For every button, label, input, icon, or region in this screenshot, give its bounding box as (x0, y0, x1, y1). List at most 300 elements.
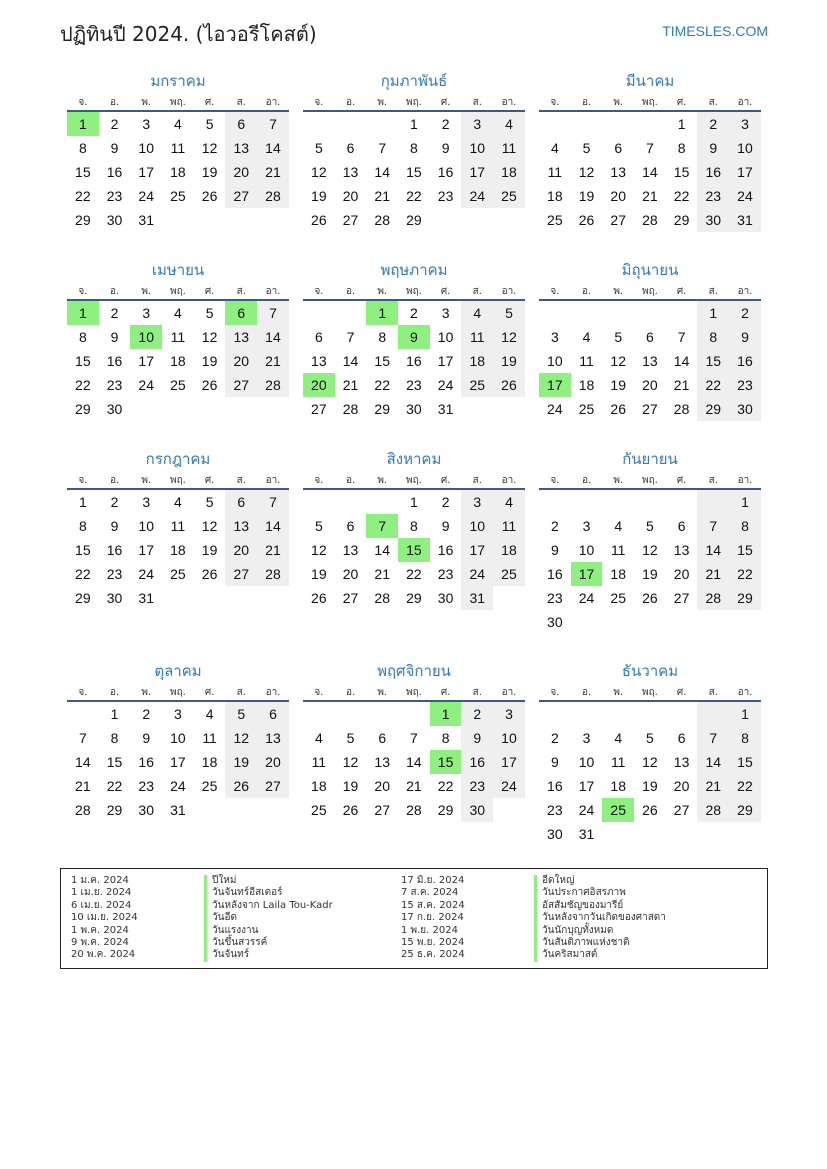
day-cell: 27 (610, 212, 626, 228)
weekday-label: พ. (613, 475, 624, 486)
day-cell: 8 (378, 329, 387, 345)
empty-cell (602, 702, 634, 726)
day-cell: 2 (461, 702, 493, 726)
day-grid (539, 112, 761, 232)
month-block (539, 68, 761, 232)
day-cell: 22 (406, 188, 422, 204)
day-cell: 6 (378, 730, 387, 746)
day-grid (67, 702, 289, 822)
day-cell: 20 (374, 778, 390, 794)
day-cell: 23 (406, 377, 422, 393)
day-cell: 21 (342, 377, 359, 393)
day-cell: 26 (201, 188, 218, 204)
day-cell: 21 (697, 774, 729, 798)
day-cell: 15 (673, 164, 690, 180)
weekday-label: ส. (708, 687, 718, 698)
empty-cell (634, 301, 666, 325)
day-cell: 5 (646, 518, 654, 534)
day-cell: 7 (646, 140, 654, 156)
day-cell: 28 (374, 212, 390, 228)
day-cell: 6 (314, 329, 323, 345)
weekday-label: อ. (109, 97, 120, 108)
month-name: มกราคม (150, 72, 206, 90)
day-cell: 25 (547, 212, 563, 228)
day-cell: 18 (201, 754, 218, 770)
weekday-label: จ. (78, 97, 88, 108)
empty-cell (303, 301, 335, 325)
day-cell: 24 (578, 802, 595, 818)
day-cell: 2 (410, 305, 418, 321)
empty-cell (162, 208, 194, 232)
legend-date: 17 ก.ย. 2024 (401, 912, 464, 924)
weekday-label: พ. (141, 687, 152, 698)
day-cell: 12 (642, 754, 658, 770)
day-cell: 10 (547, 353, 563, 369)
holiday-day-cell: 1 (67, 301, 99, 325)
day-cell: 22 (75, 188, 91, 204)
day-cell: 7 (346, 329, 355, 345)
weekday-label: ศ. (440, 475, 451, 486)
empty-cell (539, 112, 571, 136)
day-cell: 14 (697, 750, 729, 774)
day-cell: 4 (550, 140, 559, 156)
day-cell: 3 (441, 305, 450, 321)
day-cell: 29 (75, 212, 91, 228)
day-cell: 4 (493, 112, 525, 136)
day-grid (539, 301, 761, 421)
legend-date: 1 พ.ค. 2024 (71, 924, 129, 936)
day-cell: 4 (461, 301, 493, 325)
weekday-label: ศ. (204, 687, 215, 698)
day-cell: 11 (610, 542, 626, 558)
month-block (303, 257, 525, 421)
day-cell: 7 (677, 329, 686, 345)
day-cell: 13 (257, 726, 289, 750)
holiday-day-cell: 20 (303, 373, 335, 397)
day-cell: 21 (642, 188, 658, 204)
day-cell: 5 (493, 301, 525, 325)
legend-date: 1 เม.ย. 2024 (71, 887, 132, 899)
empty-cell (666, 490, 698, 514)
weekday-label: ส. (708, 475, 718, 486)
day-cell: 16 (406, 353, 422, 369)
month-block (303, 68, 525, 232)
day-cell: 23 (106, 188, 123, 204)
day-cell: 10 (138, 140, 154, 156)
day-cell: 12 (225, 726, 257, 750)
empty-cell (571, 112, 603, 136)
empty-cell (729, 822, 761, 846)
weekday-label: ศ. (676, 286, 687, 297)
empty-cell (634, 702, 666, 726)
day-cell: 17 (729, 160, 761, 184)
empty-cell (194, 798, 226, 822)
weekday-label: จ. (550, 286, 560, 297)
day-cell: 5 (582, 140, 591, 156)
weekday-label: พ. (141, 475, 152, 486)
day-cell: 24 (138, 377, 154, 393)
day-cell: 26 (311, 590, 327, 606)
day-cell: 22 (729, 774, 761, 798)
day-cell: 4 (174, 494, 182, 510)
day-cell: 1 (729, 702, 761, 726)
legend-holiday-name: อัสสัมชัญของมารีย์ (534, 900, 623, 912)
empty-cell (666, 702, 698, 726)
day-cell: 27 (225, 184, 257, 208)
day-cell: 27 (642, 401, 658, 417)
day-cell: 13 (225, 325, 257, 349)
day-cell: 17 (170, 754, 186, 770)
day-cell: 21 (673, 377, 690, 393)
weekday-label: จ. (550, 475, 560, 486)
day-cell: 21 (257, 538, 289, 562)
day-cell: 18 (578, 377, 595, 393)
day-cell: 18 (493, 160, 525, 184)
day-cell: 9 (550, 542, 559, 558)
legend-holiday-name: วันแรงงาน (204, 925, 258, 937)
day-cell: 12 (201, 140, 218, 156)
day-cell: 25 (493, 184, 525, 208)
day-cell: 27 (673, 802, 690, 818)
day-cell: 19 (642, 566, 658, 582)
day-cell: 7 (257, 112, 289, 136)
day-cell: 4 (582, 329, 591, 345)
month-block (539, 257, 761, 421)
day-cell: 23 (106, 566, 123, 582)
weekday-label: อา. (265, 475, 281, 486)
month-block (303, 658, 525, 822)
day-grid (303, 490, 525, 610)
legend-holiday-name: ปีใหม่ (204, 875, 236, 887)
day-cell: 12 (493, 325, 525, 349)
day-cell: 26 (311, 212, 327, 228)
day-cell: 30 (106, 590, 123, 606)
day-cell: 7 (378, 140, 387, 156)
day-cell: 28 (374, 590, 390, 606)
weekday-header (67, 94, 289, 112)
weekday-header (67, 472, 289, 490)
day-cell: 4 (314, 730, 323, 746)
day-cell: 11 (610, 754, 626, 770)
day-cell: 9 (441, 140, 450, 156)
day-cell: 5 (205, 494, 214, 510)
day-cell: 18 (170, 542, 186, 558)
weekday-label: อา. (265, 286, 281, 297)
weekday-label: อา. (737, 97, 753, 108)
day-cell: 11 (170, 140, 186, 156)
day-grid (539, 702, 761, 846)
day-cell: 23 (461, 774, 493, 798)
empty-cell (303, 490, 335, 514)
weekday-label: ส. (708, 286, 718, 297)
day-cell: 26 (225, 774, 257, 798)
day-cell: 3 (582, 518, 591, 534)
day-cell: 11 (170, 329, 186, 345)
day-cell: 20 (673, 778, 690, 794)
day-cell: 31 (578, 826, 595, 842)
day-cell: 24 (729, 184, 761, 208)
day-cell: 29 (437, 802, 454, 818)
day-cell: 15 (406, 164, 422, 180)
legend-holiday-name: อีดใหญ่ (534, 875, 575, 887)
day-cell: 6 (225, 112, 257, 136)
empty-cell (366, 490, 398, 514)
holiday-day-cell: 6 (225, 301, 257, 325)
day-cell: 19 (311, 566, 327, 582)
day-cell: 27 (374, 802, 390, 818)
weekday-header (539, 684, 761, 702)
day-cell: 8 (410, 140, 418, 156)
day-cell: 29 (406, 590, 422, 606)
empty-cell (666, 301, 698, 325)
day-cell: 5 (614, 329, 623, 345)
day-cell: 21 (75, 778, 91, 794)
day-cell: 27 (311, 401, 327, 417)
weekday-label: อา. (737, 286, 753, 297)
day-cell: 9 (110, 518, 119, 534)
day-cell: 23 (729, 373, 761, 397)
holiday-day-cell: 15 (398, 538, 430, 562)
day-cell: 19 (201, 542, 218, 558)
weekday-label: พฤ. (641, 286, 658, 297)
day-cell: 29 (75, 590, 91, 606)
day-cell: 11 (493, 514, 525, 538)
day-cell: 20 (610, 188, 626, 204)
day-cell: 1 (78, 494, 87, 510)
weekday-label: ส. (236, 97, 246, 108)
weekday-label: ศ. (204, 97, 215, 108)
day-cell: 13 (225, 514, 257, 538)
day-cell: 27 (257, 774, 289, 798)
empty-cell (634, 490, 666, 514)
empty-cell (257, 397, 289, 421)
day-cell: 10 (729, 136, 761, 160)
day-cell: 2 (729, 301, 761, 325)
weekday-label: ศ. (676, 97, 687, 108)
weekday-label: พฤ. (405, 475, 422, 486)
day-cell: 7 (78, 730, 87, 746)
empty-cell (602, 822, 634, 846)
day-cell: 13 (311, 353, 327, 369)
day-cell: 16 (106, 353, 123, 369)
day-cell: 22 (106, 778, 123, 794)
day-cell: 28 (697, 798, 729, 822)
day-cell: 7 (410, 730, 418, 746)
empty-cell (571, 610, 603, 634)
day-cell: 9 (461, 726, 493, 750)
weekday-header (539, 283, 761, 301)
day-cell: 30 (437, 590, 454, 606)
day-cell: 14 (697, 538, 729, 562)
day-cell: 31 (437, 401, 454, 417)
empty-cell (303, 112, 335, 136)
empty-cell (697, 610, 729, 634)
legend-holiday-name: วันจันทร์อีสเตอร์ (204, 887, 283, 899)
day-cell: 14 (374, 164, 390, 180)
legend-date: 17 มิ.ย. 2024 (401, 875, 465, 886)
day-cell: 28 (257, 373, 289, 397)
day-cell: 24 (170, 778, 186, 794)
day-cell: 1 (410, 494, 418, 510)
day-cell: 14 (257, 136, 289, 160)
weekday-label: จ. (78, 475, 88, 486)
day-cell: 3 (142, 116, 151, 132)
weekday-label: อ. (581, 687, 592, 698)
month-name: สิงหาคม (386, 450, 442, 468)
empty-cell (430, 208, 462, 232)
day-cell: 10 (493, 726, 525, 750)
day-cell: 8 (110, 730, 119, 746)
day-cell: 22 (729, 562, 761, 586)
day-cell: 17 (461, 160, 493, 184)
month-block (539, 446, 761, 634)
day-cell: 17 (493, 750, 525, 774)
empty-cell (162, 586, 194, 610)
empty-cell (366, 112, 398, 136)
day-cell: 23 (437, 566, 454, 582)
day-cell: 12 (311, 164, 327, 180)
day-cell: 26 (610, 401, 626, 417)
legend-date: 1 ม.ค. 2024 (71, 875, 129, 886)
day-cell: 15 (75, 353, 91, 369)
day-cell: 2 (550, 518, 559, 534)
legend-date: 20 พ.ค. 2024 (71, 949, 136, 961)
day-cell: 21 (257, 349, 289, 373)
day-cell: 17 (578, 778, 595, 794)
day-cell: 24 (437, 377, 454, 393)
month-name: กุมภาพันธ์ (380, 72, 448, 90)
weekday-label: จ. (78, 687, 88, 698)
day-cell: 29 (406, 212, 422, 228)
day-cell: 25 (493, 562, 525, 586)
day-cell: 12 (342, 754, 359, 770)
weekday-label: พ. (377, 97, 388, 108)
day-cell: 20 (342, 188, 359, 204)
day-cell: 28 (342, 401, 359, 417)
day-cell: 11 (547, 164, 563, 180)
holiday-day-cell: 1 (67, 112, 99, 136)
empty-cell (335, 702, 367, 726)
day-cell: 22 (374, 377, 390, 393)
empty-cell (539, 490, 571, 514)
day-cell: 11 (170, 518, 186, 534)
day-cell: 11 (311, 754, 327, 770)
day-cell: 26 (201, 566, 218, 582)
weekday-label: ศ. (440, 97, 451, 108)
day-cell: 14 (257, 514, 289, 538)
day-cell: 23 (106, 377, 123, 393)
day-cell: 12 (201, 518, 218, 534)
day-cell: 20 (642, 377, 658, 393)
weekday-label: ส. (236, 687, 246, 698)
empty-cell (634, 610, 666, 634)
day-cell: 14 (673, 353, 690, 369)
day-cell: 28 (697, 586, 729, 610)
day-cell: 30 (406, 401, 422, 417)
day-cell: 9 (550, 754, 559, 770)
weekday-label: พฤ. (641, 97, 658, 108)
day-cell: 31 (170, 802, 186, 818)
day-grid (67, 490, 289, 610)
day-cell: 23 (547, 802, 563, 818)
month-block (67, 658, 289, 822)
day-cell: 14 (642, 164, 658, 180)
weekday-label: ศ. (204, 475, 215, 486)
day-cell: 3 (550, 329, 559, 345)
day-cell: 31 (138, 590, 154, 606)
day-cell: 26 (493, 373, 525, 397)
weekday-label: ศ. (204, 286, 215, 297)
day-cell: 7 (697, 514, 729, 538)
day-cell: 16 (106, 542, 123, 558)
day-cell: 19 (201, 164, 218, 180)
empty-cell (602, 490, 634, 514)
day-cell: 18 (610, 778, 626, 794)
day-cell: 13 (342, 164, 359, 180)
day-cell: 12 (201, 329, 218, 345)
weekday-label: ศ. (676, 475, 687, 486)
day-cell: 8 (697, 325, 729, 349)
day-cell: 14 (374, 542, 390, 558)
weekday-label: ส. (708, 97, 718, 108)
day-cell: 28 (642, 212, 658, 228)
empty-cell (493, 208, 525, 232)
weekday-label: อ. (581, 286, 592, 297)
legend-holiday-name: วันคริสมาสต์ (534, 949, 597, 961)
day-cell: 8 (78, 518, 87, 534)
weekday-header (67, 684, 289, 702)
weekday-header (539, 94, 761, 112)
day-cell: 9 (142, 730, 151, 746)
holiday-day-cell: 7 (366, 514, 398, 538)
empty-cell (461, 397, 493, 421)
weekday-label: อ. (109, 286, 120, 297)
day-cell: 28 (257, 184, 289, 208)
day-cell: 18 (547, 188, 563, 204)
empty-cell (162, 397, 194, 421)
site-link[interactable]: TIMESLES.COM (662, 23, 768, 39)
month-block (67, 68, 289, 232)
day-cell: 16 (547, 778, 563, 794)
day-cell: 14 (406, 754, 422, 770)
day-cell: 23 (697, 184, 729, 208)
day-grid (303, 702, 525, 822)
weekday-header (303, 684, 525, 702)
day-cell: 29 (729, 586, 761, 610)
day-cell: 21 (374, 566, 390, 582)
weekday-label: ส. (472, 687, 482, 698)
weekday-header (303, 283, 525, 301)
day-cell: 24 (138, 566, 154, 582)
day-cell: 13 (374, 754, 390, 770)
day-cell: 1 (110, 706, 119, 722)
day-cell: 28 (75, 802, 91, 818)
day-cell: 26 (201, 377, 218, 393)
legend-date: 7 ส.ค. 2024 (401, 887, 459, 899)
empty-cell (571, 702, 603, 726)
day-cell: 7 (697, 726, 729, 750)
day-cell: 2 (110, 116, 119, 132)
empty-cell (571, 490, 603, 514)
weekday-label: จ. (314, 97, 324, 108)
weekday-label: จ. (78, 286, 88, 297)
day-cell: 6 (346, 140, 355, 156)
empty-cell (666, 822, 698, 846)
day-cell: 22 (697, 373, 729, 397)
empty-cell (697, 490, 729, 514)
day-cell: 12 (642, 542, 658, 558)
day-cell: 24 (138, 188, 154, 204)
